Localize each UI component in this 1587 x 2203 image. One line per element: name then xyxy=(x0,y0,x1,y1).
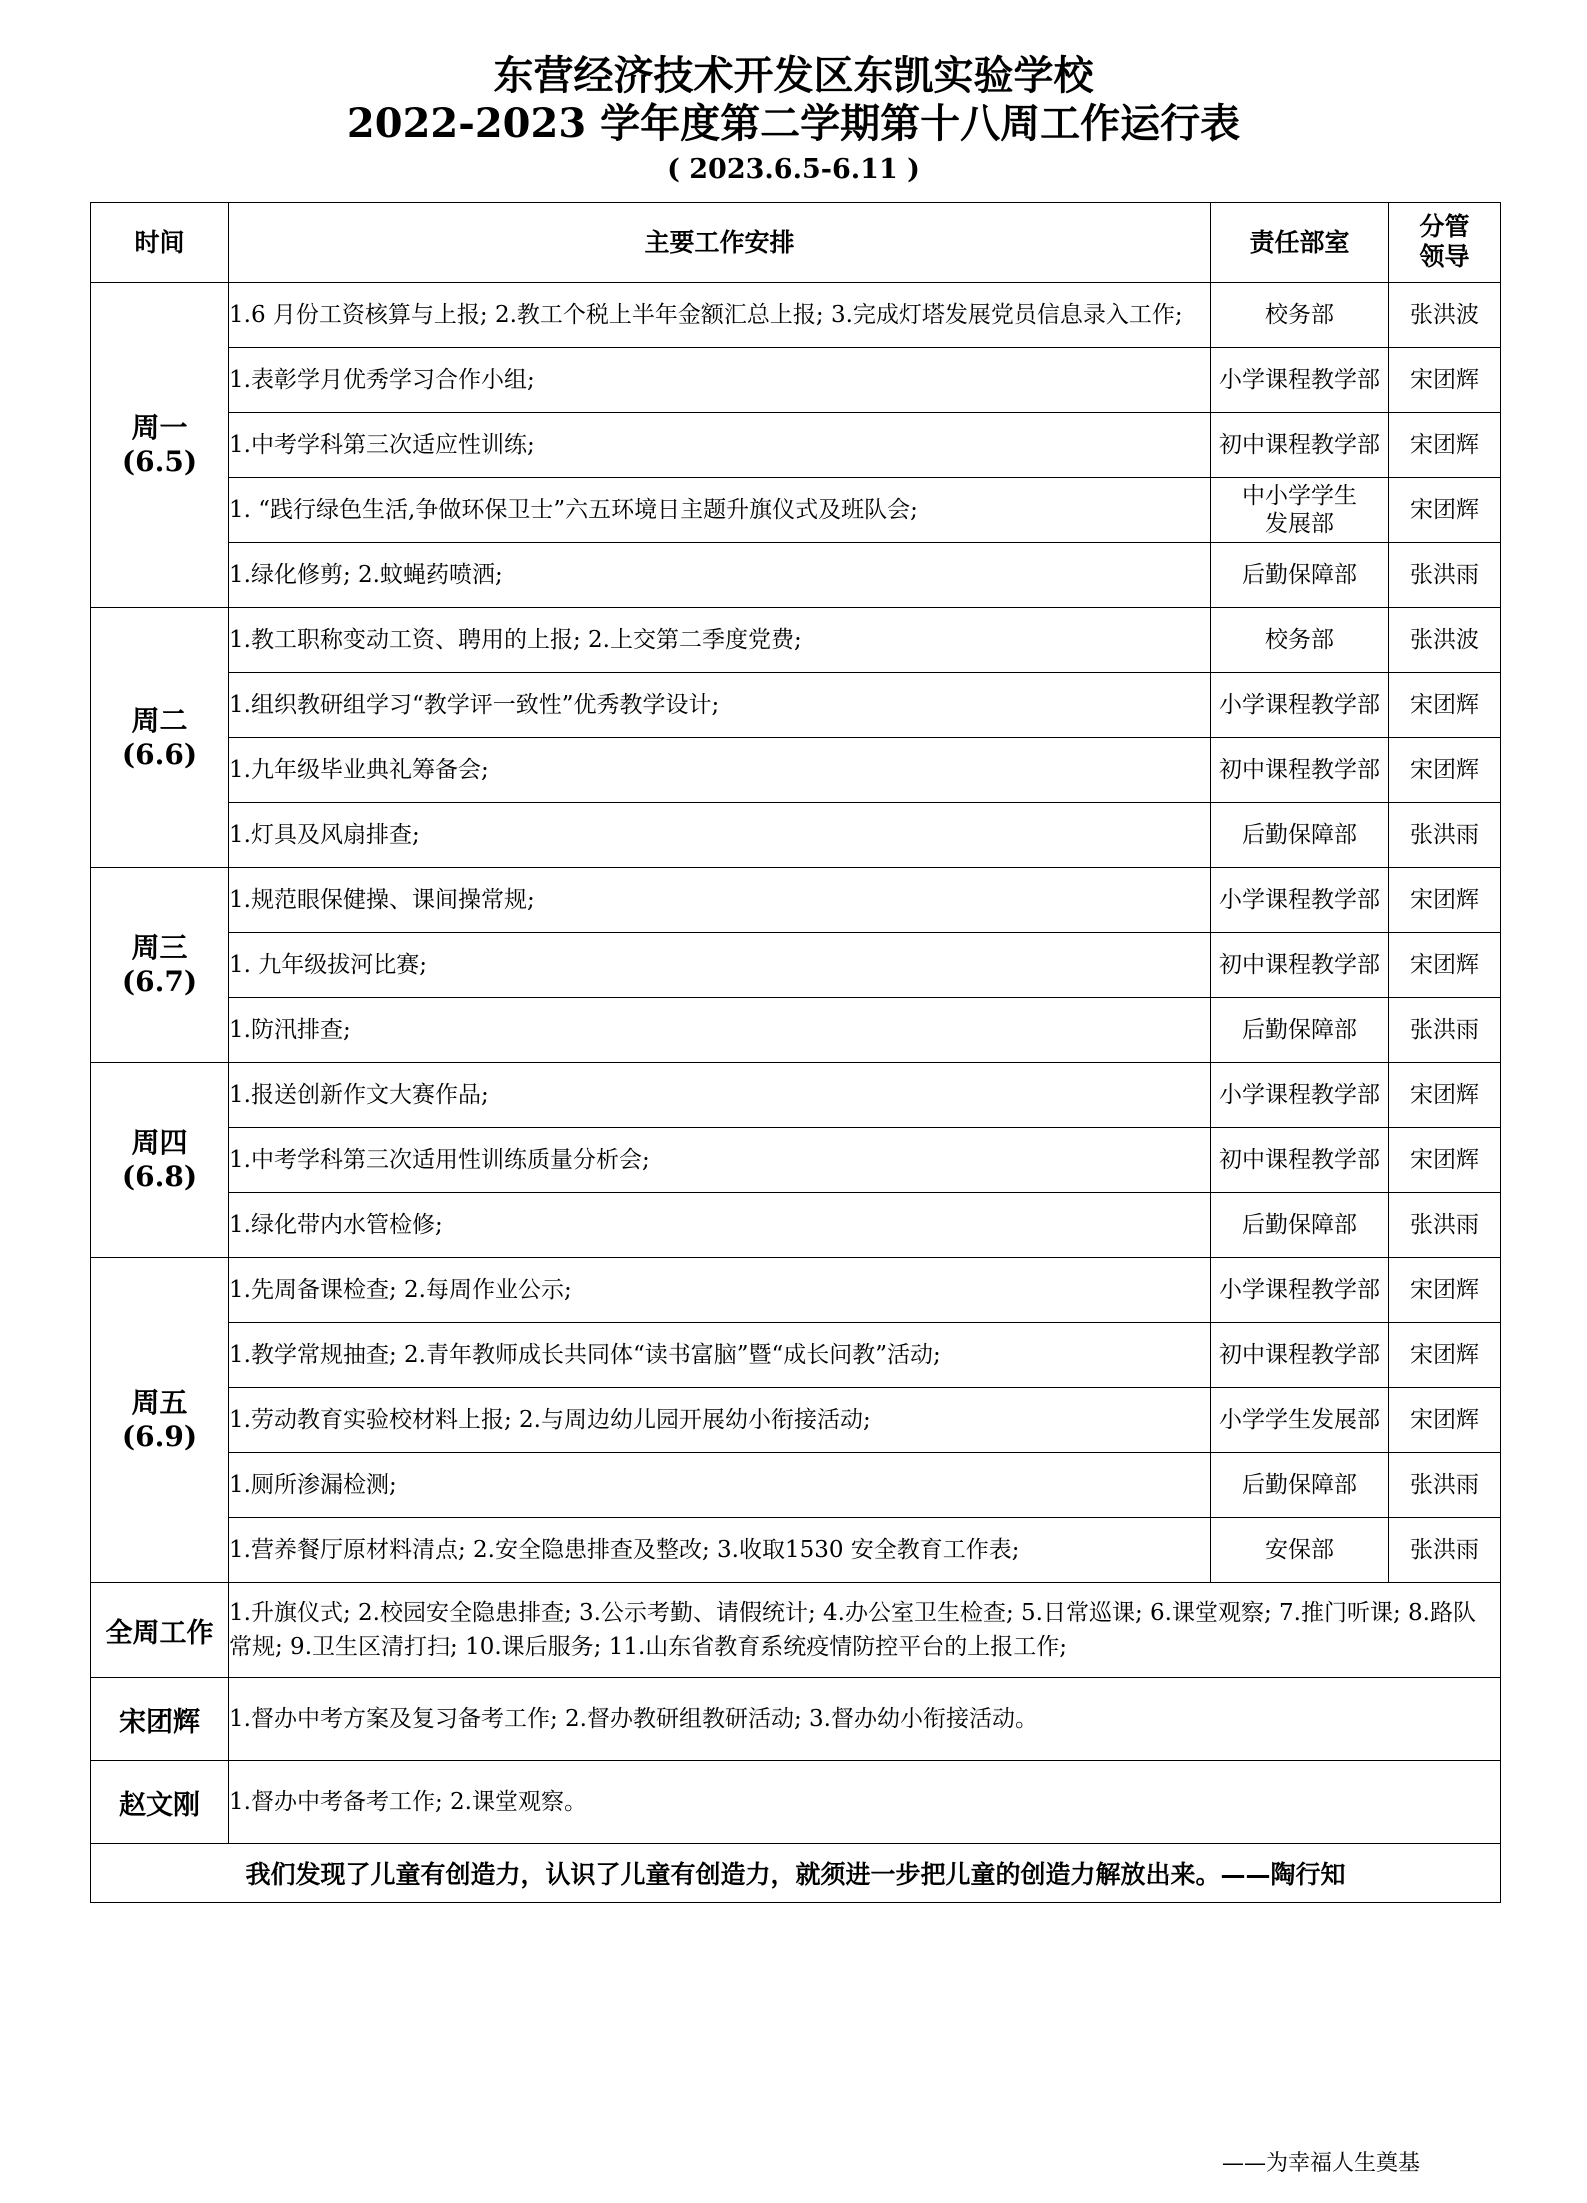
task-cell: 1.厕所渗漏检测; xyxy=(229,1453,1211,1518)
task-cell: 1.九年级毕业典礼筹备会; xyxy=(229,738,1211,803)
leader-label: 赵文刚 xyxy=(91,1761,229,1844)
document-header xyxy=(0,52,1587,190)
dept-cell: 安保部 xyxy=(1211,1518,1389,1583)
dept-cell: 小学课程教学部 xyxy=(1211,673,1389,738)
task-cell: 1.中考学科第三次适应性训练; xyxy=(229,413,1211,478)
quote-text: 我们发现了儿童有创造力，认识了儿童有创造力，就须进一步把儿童的创造力解放出来。——陶行知 xyxy=(91,1844,1501,1903)
dept-cell: 初中课程教学部 xyxy=(1211,413,1389,478)
table-row xyxy=(91,1518,1501,1583)
dept-cell: 校务部 xyxy=(1211,608,1389,673)
lead-cell: 张洪雨 xyxy=(1389,803,1501,868)
lead-cell: 宋团辉 xyxy=(1389,478,1501,543)
dept-cell: 小学课程教学部 xyxy=(1211,348,1389,413)
table-row xyxy=(91,868,1501,933)
task-cell: 1.报送创新作文大赛作品; xyxy=(229,1063,1211,1128)
task-cell: 1.防汛排查; xyxy=(229,998,1211,1063)
dept-cell: 后勤保障部 xyxy=(1211,803,1389,868)
col-header-dept: 责任部室 xyxy=(1211,203,1389,283)
table-row xyxy=(91,1193,1501,1258)
dept-cell: 小学课程教学部 xyxy=(1211,1258,1389,1323)
table-row xyxy=(91,478,1501,543)
col-header-main: 主要工作安排 xyxy=(229,203,1211,283)
day-label-cell: 周四 (6.8) xyxy=(91,1063,229,1258)
dept-cell: 校务部 xyxy=(1211,283,1389,348)
table-row xyxy=(91,673,1501,738)
table-row xyxy=(91,1388,1501,1453)
table-row xyxy=(91,283,1501,348)
lead-cell: 宋团辉 xyxy=(1389,1258,1501,1323)
footer-motto: ——为幸福人生奠基 xyxy=(1222,2151,1421,2176)
table-row xyxy=(91,933,1501,998)
lead-cell: 张洪雨 xyxy=(1389,1193,1501,1258)
table-row xyxy=(91,1128,1501,1193)
col-header-time: 时间 xyxy=(91,203,229,283)
task-cell: 1.组织教研组学习“教学评一致性”优秀教学设计; xyxy=(229,673,1211,738)
table-row xyxy=(91,998,1501,1063)
schedule-title: 2022-2023 学年度第二学期第十八周工作运行表 xyxy=(346,100,1241,147)
col-header-lead-text: 分管领导 xyxy=(1419,212,1470,271)
lead-cell: 张洪雨 xyxy=(1389,998,1501,1063)
leader-text: 1.督办中考方案及复习备考工作; 2.督办教研组教研活动; 3.督办幼小衔接活动。 xyxy=(229,1678,1501,1761)
school-name: 东营经济技术开发区东凯实验学校 xyxy=(493,52,1094,99)
day-label-cell: 周三 (6.7) xyxy=(91,868,229,1063)
lead-cell: 张洪雨 xyxy=(1389,543,1501,608)
lead-cell: 张洪雨 xyxy=(1389,1518,1501,1583)
table-row xyxy=(91,348,1501,413)
day-label-cell: 周一 (6.5) xyxy=(91,283,229,608)
task-cell: 1.表彰学月优秀学习合作小组; xyxy=(229,348,1211,413)
dept-cell: 初中课程教学部 xyxy=(1211,933,1389,998)
lead-cell: 张洪雨 xyxy=(1389,1453,1501,1518)
dept-cell: 小学课程教学部 xyxy=(1211,868,1389,933)
lead-cell: 宋团辉 xyxy=(1389,348,1501,413)
table-row xyxy=(91,1063,1501,1128)
week-work-text: 1.升旗仪式; 2.校园安全隐患排查; 3.公示考勤、请假统计; 4.办公室卫生检查; 5.日常巡课; 6.课堂观察; 7.推门听课; 8.路队常规; 9.卫生区清打扫; 10.课后服务; 11.山东省教育系统疫情防控平台的上报工作; xyxy=(229,1583,1501,1678)
table-row xyxy=(91,543,1501,608)
table-row xyxy=(91,1323,1501,1388)
task-cell: 1.6 月份工资核算与上报; 2.教工个税上半年金额汇总上报; 3.完成灯塔发展党员信息录入工作; xyxy=(229,283,1211,348)
lead-cell: 宋团辉 xyxy=(1389,1388,1501,1453)
dept-cell: 后勤保障部 xyxy=(1211,998,1389,1063)
dept-cell: 初中课程教学部 xyxy=(1211,1323,1389,1388)
lead-cell: 宋团辉 xyxy=(1389,868,1501,933)
task-cell: 1.中考学科第三次适用性训练质量分析会; xyxy=(229,1128,1211,1193)
dept-cell: 小学课程教学部 xyxy=(1211,1063,1389,1128)
dept-cell: 中小学学生 发展部 xyxy=(1211,478,1389,543)
task-cell: 1.劳动教育实验校材料上报; 2.与周边幼儿园开展幼小衔接活动; xyxy=(229,1388,1211,1453)
dept-cell: 后勤保障部 xyxy=(1211,1453,1389,1518)
lead-cell: 张洪波 xyxy=(1389,283,1501,348)
header-row xyxy=(91,203,1501,283)
leader-text: 1.督办中考备考工作; 2.课堂观察。 xyxy=(229,1761,1501,1844)
week-work-label: 全周工作 xyxy=(91,1583,229,1678)
task-cell: 1.灯具及风扇排查; xyxy=(229,803,1211,868)
task-cell: 1.营养餐厅原材料清点; 2.安全隐患排查及整改; 3.收取1530 安全教育工作表; xyxy=(229,1518,1211,1583)
dept-cell: 后勤保障部 xyxy=(1211,543,1389,608)
table-row xyxy=(91,413,1501,478)
dept-cell: 小学学生发展部 xyxy=(1211,1388,1389,1453)
dept-cell: 初中课程教学部 xyxy=(1211,1128,1389,1193)
task-cell: 1.绿化带内水管检修; xyxy=(229,1193,1211,1258)
table-row xyxy=(91,1453,1501,1518)
dept-cell: 后勤保障部 xyxy=(1211,1193,1389,1258)
table-row xyxy=(91,803,1501,868)
lead-cell: 宋团辉 xyxy=(1389,738,1501,803)
task-cell: 1.规范眼保健操、课间操常规; xyxy=(229,868,1211,933)
lead-cell: 张洪波 xyxy=(1389,608,1501,673)
table-row xyxy=(91,738,1501,803)
schedule-body xyxy=(91,203,1501,1903)
lead-cell: 宋团辉 xyxy=(1389,673,1501,738)
table-row xyxy=(91,608,1501,673)
leader-row xyxy=(91,1678,1501,1761)
task-cell: 1.教学常规抽查; 2.青年教师成长共同体“读书富脑”暨“成长问教”活动; xyxy=(229,1323,1211,1388)
task-cell: 1.绿化修剪; 2.蚊蝇药喷洒; xyxy=(229,543,1211,608)
table-row xyxy=(91,1258,1501,1323)
leader-label: 宋团辉 xyxy=(91,1678,229,1761)
date-range: ( 2023.6.5-6.11 ) xyxy=(667,154,920,185)
quote-row xyxy=(91,1844,1501,1903)
week-work-row xyxy=(91,1583,1501,1678)
day-label-cell: 周五 (6.9) xyxy=(91,1258,229,1583)
task-cell: 1.教工职称变动工资、聘用的上报; 2.上交第二季度党费; xyxy=(229,608,1211,673)
weekly-schedule-table xyxy=(90,202,1501,1903)
lead-cell: 宋团辉 xyxy=(1389,1323,1501,1388)
lead-cell: 宋团辉 xyxy=(1389,933,1501,998)
lead-cell: 宋团辉 xyxy=(1389,1063,1501,1128)
col-header-lead xyxy=(1389,203,1501,283)
leader-row xyxy=(91,1761,1501,1844)
task-cell: 1.先周备课检查; 2.每周作业公示; xyxy=(229,1258,1211,1323)
day-label-cell: 周二 (6.6) xyxy=(91,608,229,868)
task-cell: 1. 九年级拔河比赛; xyxy=(229,933,1211,998)
task-cell: 1. “践行绿色生活,争做环保卫士”六五环境日主题升旗仪式及班队会; xyxy=(229,478,1211,543)
lead-cell: 宋团辉 xyxy=(1389,1128,1501,1193)
dept-cell: 初中课程教学部 xyxy=(1211,738,1389,803)
lead-cell: 宋团辉 xyxy=(1389,413,1501,478)
